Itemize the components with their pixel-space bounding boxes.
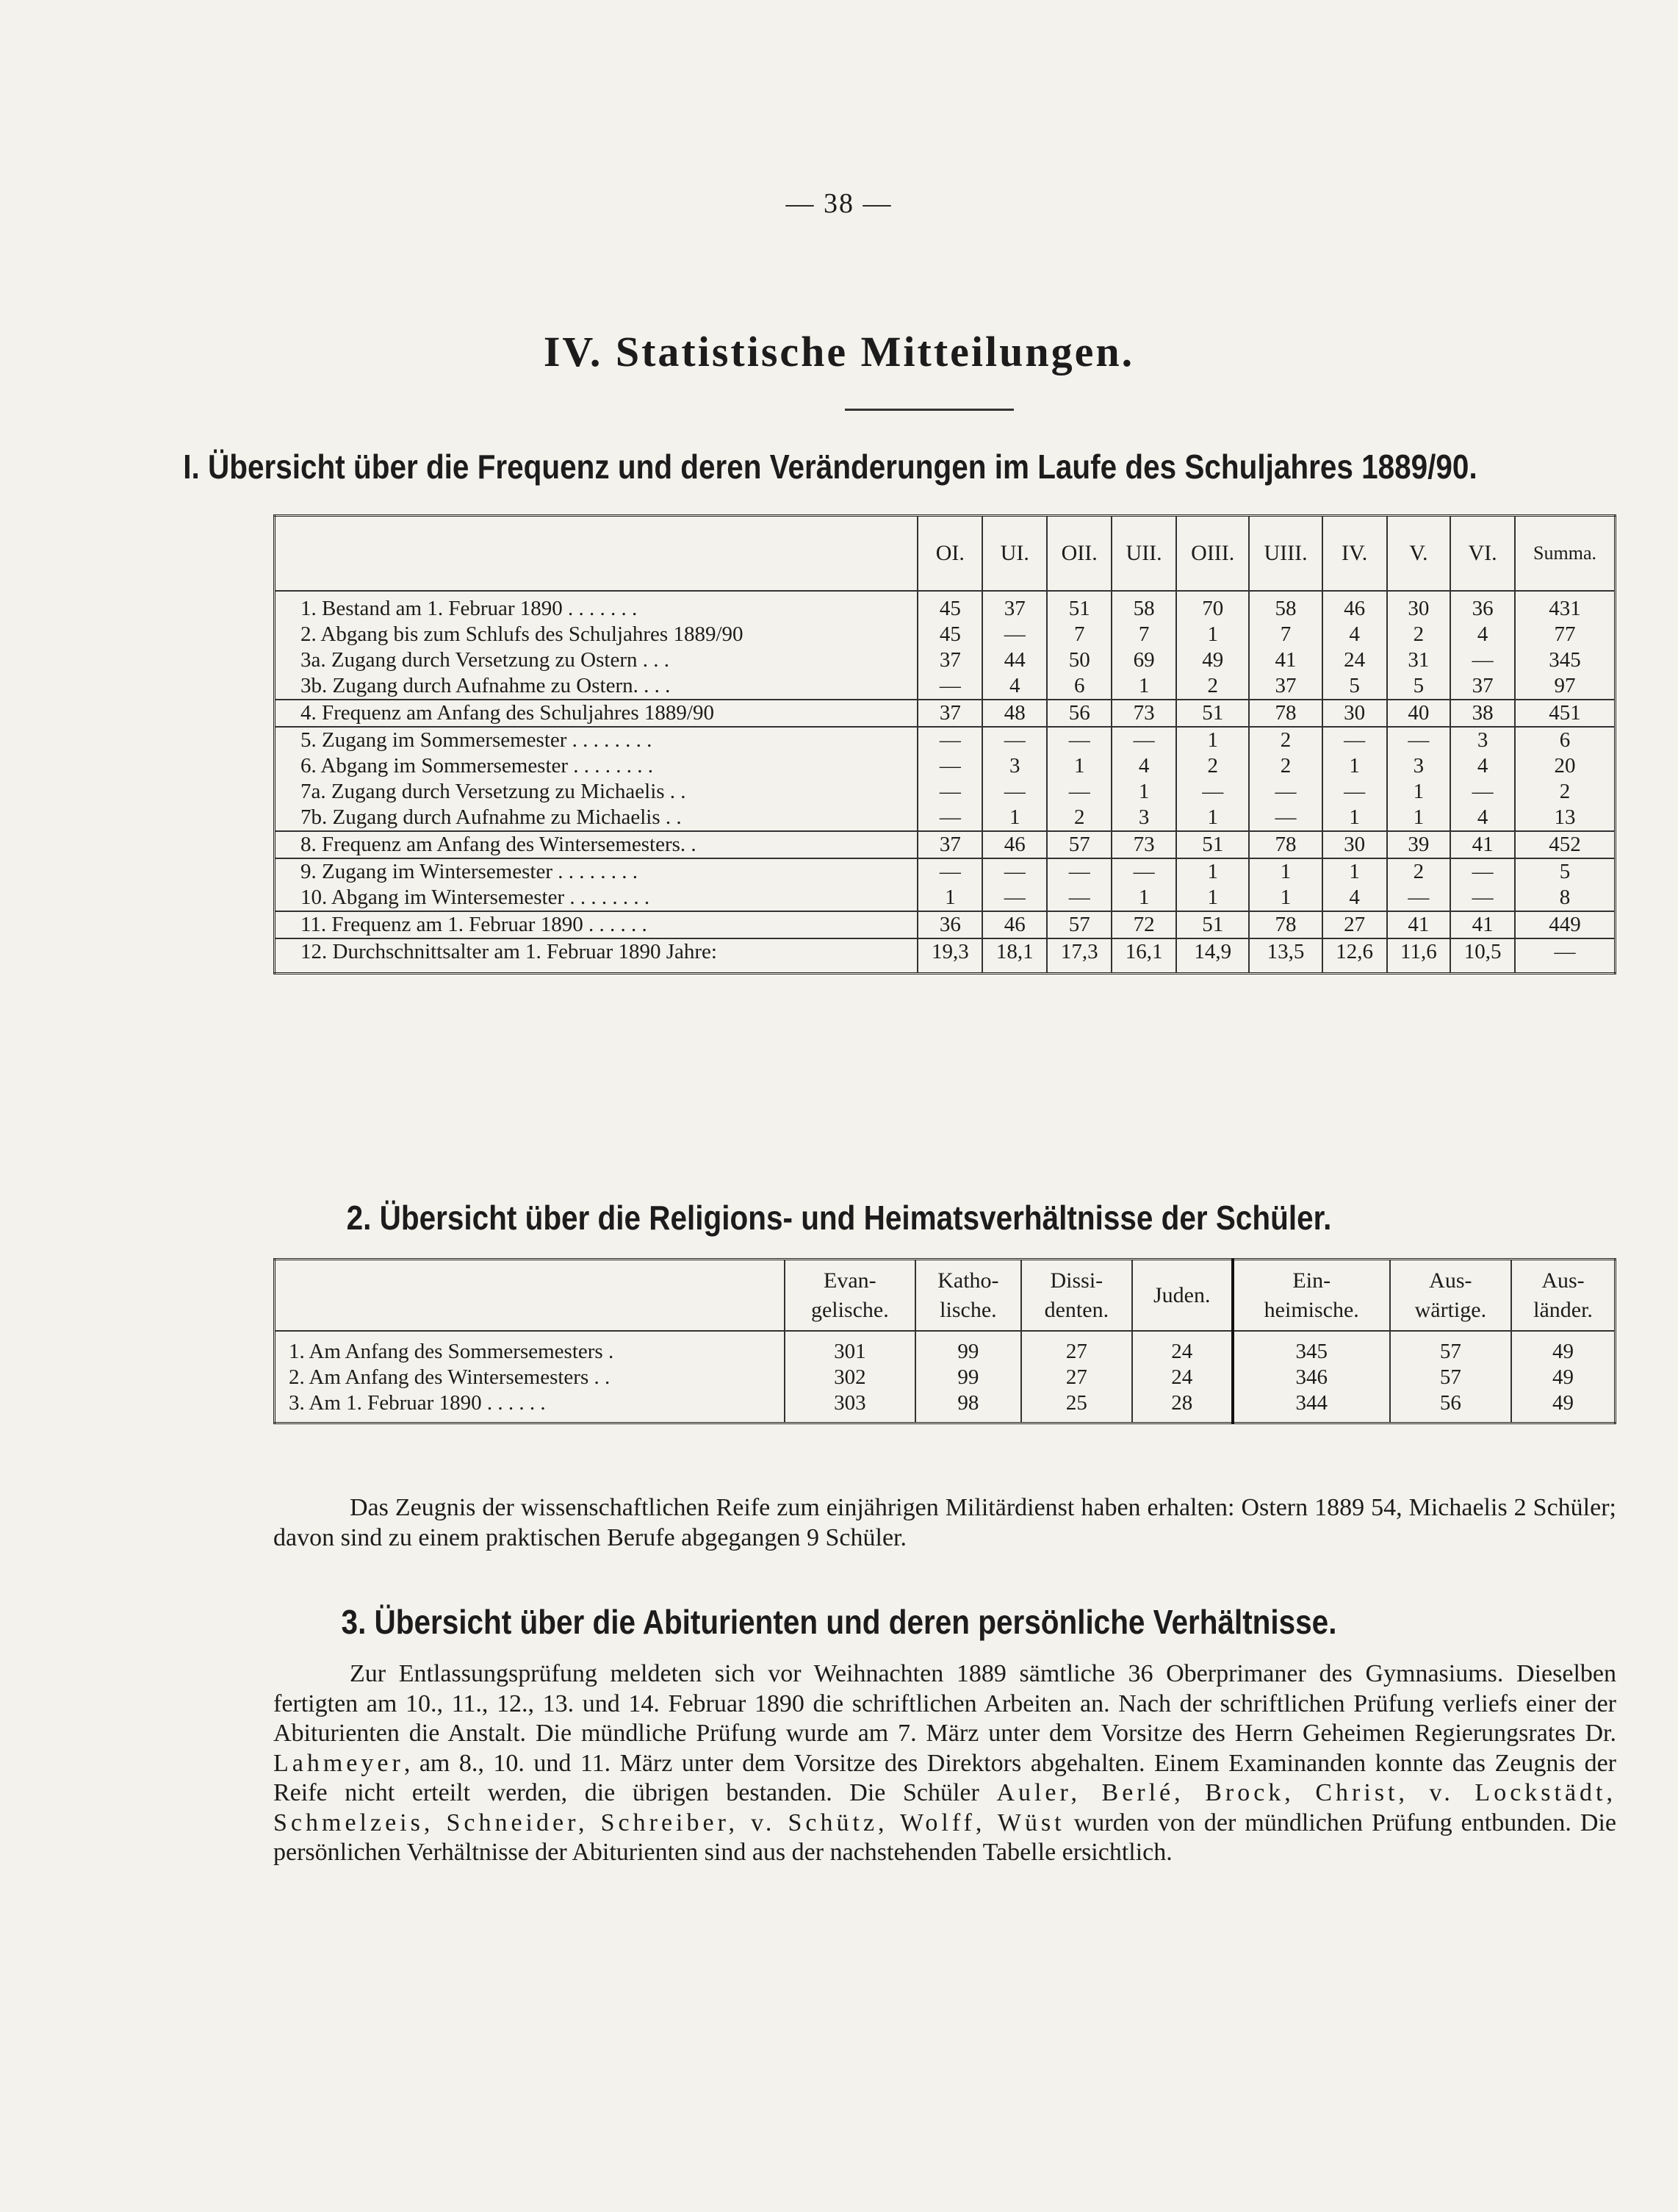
row-value: 30 bbox=[1387, 591, 1450, 622]
row-value: 40 bbox=[1387, 700, 1450, 727]
row-value: 344 bbox=[1233, 1390, 1390, 1423]
row-value: 452 bbox=[1515, 831, 1615, 858]
col-label-line2: wärtige. bbox=[1414, 1297, 1487, 1322]
row-label: 7b. Zugang durch Aufnahme zu Michaelis . . bbox=[300, 805, 682, 829]
row-value: 99 bbox=[915, 1331, 1021, 1365]
row-value: — bbox=[1249, 779, 1322, 805]
row-value: 7 bbox=[1249, 622, 1322, 647]
row-value: 25 bbox=[1021, 1390, 1132, 1423]
row-value: 5 bbox=[1322, 673, 1387, 700]
row-value: 2 bbox=[1176, 753, 1249, 779]
frequency-table-body bbox=[275, 591, 1616, 974]
row-value: 1 bbox=[1249, 885, 1322, 911]
col-label-line2: lische. bbox=[940, 1297, 997, 1322]
row-value: 41 bbox=[1450, 911, 1515, 938]
row-value: 4 bbox=[1322, 622, 1387, 647]
row-value: 4 bbox=[1450, 622, 1515, 647]
row-value: — bbox=[1450, 779, 1515, 805]
row-value: 46 bbox=[1322, 591, 1387, 622]
row-value: — bbox=[1450, 858, 1515, 885]
table-row bbox=[275, 911, 1616, 938]
row-value: 58 bbox=[1112, 591, 1176, 622]
row-label: 3b. Zugang durch Aufnahme zu Ostern. . . . bbox=[300, 674, 671, 697]
row-value: 3 bbox=[1112, 805, 1176, 831]
row-label: 1. Bestand am 1. Februar 1890 . . . . . . . bbox=[300, 597, 638, 620]
table-row bbox=[275, 858, 1616, 885]
row-value: — bbox=[1387, 727, 1450, 753]
zeugnis-text: Das Zeugnis der wissenschaftlichen Reife zum einjährigen Militärdienst haben erhalten: Ostern 1889 54, Michaelis 2 Schüler; davon sind zu einem praktischen Berufe abgegangen 9 Schüler. bbox=[273, 1494, 1616, 1551]
row-value: — bbox=[918, 753, 982, 779]
row-value: 70 bbox=[1176, 591, 1249, 622]
section1-heading: I. Übersicht über die Frequenz und deren Veränderungen im Laufe des Schuljahres 1889/90. bbox=[183, 448, 1477, 486]
row-value: 345 bbox=[1233, 1331, 1390, 1365]
frequency-table-header bbox=[275, 516, 1616, 592]
row-value: 51 bbox=[1176, 911, 1249, 938]
row-value: 301 bbox=[785, 1331, 915, 1365]
row-value: 1 bbox=[1322, 805, 1387, 831]
col-summa: Summa. bbox=[1515, 516, 1615, 592]
row-value: 303 bbox=[785, 1390, 915, 1423]
row-value: 19,3 bbox=[918, 938, 982, 974]
row-value: 11,6 bbox=[1387, 938, 1450, 974]
row-label: 8. Frequenz am Anfang des Wintersemesters. . bbox=[275, 831, 918, 858]
row-value: 1 bbox=[1112, 673, 1176, 700]
row-label: 2. Abgang bis zum Schlufs des Schuljahres 1889/90 bbox=[300, 622, 743, 646]
col-juden bbox=[1132, 1260, 1233, 1332]
row-value: 51 bbox=[1176, 831, 1249, 858]
row-value: 30 bbox=[1322, 700, 1387, 727]
row-label: 3a. Zugang durch Versetzung zu Ostern . . . bbox=[300, 648, 669, 672]
row-value: — bbox=[1047, 858, 1112, 885]
abitur-text-2: , am 8., 10. und 11. März unter dem Vorsitze des Direktors abgehalten. Einem Examinanden konnte das Zeugnis der Reife nicht erteilt werden, die übrigen bestanden. Die Schüler bbox=[273, 1749, 1616, 1806]
row-label: 12. Durchschnittsalter am 1. Februar 1890 Jahre: bbox=[275, 938, 918, 974]
row-value: 27 bbox=[1021, 1365, 1132, 1390]
row-value: 6 bbox=[1515, 727, 1615, 753]
row-value: — bbox=[918, 673, 982, 700]
row-value: 24 bbox=[1322, 647, 1387, 673]
row-value: 44 bbox=[982, 647, 1047, 673]
row-value: 3 bbox=[1387, 753, 1450, 779]
row-value: 45 bbox=[918, 622, 982, 647]
header-label-cell bbox=[275, 516, 918, 592]
row-label: 4. Frequenz am Anfang des Schuljahres 1889/90 bbox=[275, 700, 918, 727]
row-value: 2 bbox=[1249, 727, 1322, 753]
col-evangelische bbox=[785, 1260, 915, 1332]
row-value: 78 bbox=[1249, 911, 1322, 938]
row-value: 346 bbox=[1233, 1365, 1390, 1390]
row-value: — bbox=[1322, 727, 1387, 753]
row-value: 50 bbox=[1047, 647, 1112, 673]
row-value: 2 bbox=[1047, 805, 1112, 831]
row-value: 12,6 bbox=[1322, 938, 1387, 974]
col-einheimische bbox=[1233, 1260, 1390, 1332]
col-v: V. bbox=[1387, 516, 1450, 592]
page-number: — 38 — bbox=[785, 188, 893, 219]
row-value: 20 bbox=[1515, 753, 1615, 779]
row-value: 51 bbox=[1047, 591, 1112, 622]
row-value: 1 bbox=[1176, 858, 1249, 885]
row-value: 57 bbox=[1390, 1331, 1511, 1365]
frequency-table bbox=[273, 514, 1616, 974]
row-value: 4 bbox=[1322, 885, 1387, 911]
row-value: 13 bbox=[1515, 805, 1615, 831]
abiturienten-paragraph bbox=[273, 1659, 1616, 1868]
row-value: 18,1 bbox=[982, 938, 1047, 974]
row-label: 5. Zugang im Sommersemester . . . . . . . . bbox=[275, 727, 918, 753]
row-value: 37 bbox=[1450, 673, 1515, 700]
row-value: 31 bbox=[1387, 647, 1450, 673]
row-value: 4 bbox=[982, 673, 1047, 700]
row-value: 36 bbox=[1450, 591, 1515, 622]
row-value: 48 bbox=[982, 700, 1047, 727]
row-value: — bbox=[1322, 779, 1387, 805]
table-row bbox=[275, 1390, 1616, 1423]
row-value: 58 bbox=[1249, 591, 1322, 622]
abiturienten-text bbox=[273, 1659, 1616, 1868]
row-value: 13,5 bbox=[1249, 938, 1322, 974]
row-label: 11. Frequenz am 1. Februar 1890 . . . . . . bbox=[275, 911, 918, 938]
col-label-line2: gelische. bbox=[810, 1297, 889, 1322]
col-katholische bbox=[915, 1260, 1021, 1332]
abitur-text-3: wurden von der mündlichen Prüfung entbunden. Die persönlichen Verhältnisse der Abiturienten sind aus der nachstehenden Tabelle ersichtlich. bbox=[273, 1809, 1616, 1866]
exempt-names: Auler, Berlé, Brock, Christ, v. Lockstädt, Schmelzeis, Schneider, Schreiber, v. Schütz, Wolff, Wüst bbox=[273, 1779, 1616, 1836]
page-title: IV. Statistische Mitteilungen. bbox=[543, 328, 1135, 376]
row-value: 73 bbox=[1112, 831, 1176, 858]
row-value: — bbox=[918, 805, 982, 831]
row-value: 24 bbox=[1132, 1365, 1233, 1390]
table-row bbox=[275, 1365, 1616, 1390]
header-label-cell bbox=[275, 1260, 785, 1332]
row-value: 14,9 bbox=[1176, 938, 1249, 974]
row-value: 1 bbox=[918, 885, 982, 911]
row-value: 1 bbox=[982, 805, 1047, 831]
row-value: 1 bbox=[1112, 885, 1176, 911]
row-value: 16,1 bbox=[1112, 938, 1176, 974]
table-row bbox=[275, 673, 1616, 700]
col-label-line1: Dissi- bbox=[1050, 1268, 1103, 1293]
row-value: 69 bbox=[1112, 647, 1176, 673]
row-value: 1 bbox=[1387, 805, 1450, 831]
col-vi: VI. bbox=[1450, 516, 1515, 592]
section3-heading: 3. Übersicht über die Abiturienten und deren persönliche Verhältnisse. bbox=[341, 1603, 1337, 1641]
row-value: 57 bbox=[1390, 1365, 1511, 1390]
col-oii: OII. bbox=[1047, 516, 1112, 592]
table-row bbox=[275, 938, 1616, 974]
row-value: 56 bbox=[1390, 1390, 1511, 1423]
table-row bbox=[275, 591, 1616, 622]
table-row bbox=[275, 885, 1616, 911]
table-row bbox=[275, 779, 1616, 805]
row-value: — bbox=[1387, 885, 1450, 911]
row-value: 3 bbox=[982, 753, 1047, 779]
row-label: 3. Am 1. Februar 1890 . . . . . . bbox=[289, 1391, 546, 1415]
row-value: 431 bbox=[1515, 591, 1615, 622]
col-label-line1: Evan- bbox=[824, 1268, 876, 1293]
col-uiii: UIII. bbox=[1249, 516, 1322, 592]
col-ui: UI. bbox=[982, 516, 1047, 592]
row-value: 10,5 bbox=[1450, 938, 1515, 974]
row-value: 49 bbox=[1176, 647, 1249, 673]
col-label-line1: Katho- bbox=[937, 1268, 999, 1293]
row-value: 6 bbox=[1047, 673, 1112, 700]
col-oiii: OIII. bbox=[1176, 516, 1249, 592]
row-value: 345 bbox=[1515, 647, 1615, 673]
col-label-line1: Aus- bbox=[1541, 1268, 1585, 1293]
row-value: 36 bbox=[918, 911, 982, 938]
row-value: 57 bbox=[1047, 831, 1112, 858]
table-row bbox=[275, 700, 1616, 727]
row-value: 17,3 bbox=[1047, 938, 1112, 974]
row-value: 4 bbox=[1112, 753, 1176, 779]
col-oi: OI. bbox=[918, 516, 982, 592]
row-value: — bbox=[1047, 885, 1112, 911]
row-value: 2 bbox=[1387, 622, 1450, 647]
row-value: — bbox=[918, 779, 982, 805]
table-row bbox=[275, 647, 1616, 673]
row-value: 1 bbox=[1176, 885, 1249, 911]
row-value: 98 bbox=[915, 1390, 1021, 1423]
row-value: 2 bbox=[1176, 673, 1249, 700]
row-value: 2 bbox=[1387, 858, 1450, 885]
col-label-line1: Ein- bbox=[1292, 1268, 1331, 1293]
row-value: — bbox=[982, 885, 1047, 911]
row-value: — bbox=[1450, 647, 1515, 673]
row-value: 49 bbox=[1511, 1331, 1615, 1365]
row-value: 46 bbox=[982, 911, 1047, 938]
religion-table-header bbox=[275, 1260, 1616, 1332]
title-rule bbox=[845, 409, 1014, 411]
col-label-line2: denten. bbox=[1044, 1297, 1109, 1322]
table-row bbox=[275, 622, 1616, 647]
row-label: 1. Am Anfang des Sommersemesters . bbox=[289, 1340, 614, 1363]
row-value: 73 bbox=[1112, 700, 1176, 727]
row-value: 4 bbox=[1450, 753, 1515, 779]
row-label: 10. Abgang im Wintersemester . . . . . . . . bbox=[300, 886, 650, 909]
row-value: 1 bbox=[1322, 753, 1387, 779]
row-value: 56 bbox=[1047, 700, 1112, 727]
row-value: 27 bbox=[1021, 1331, 1132, 1365]
row-value: 45 bbox=[918, 591, 982, 622]
row-value: 1 bbox=[1176, 622, 1249, 647]
col-label-line1: Juden. bbox=[1153, 1282, 1211, 1307]
row-value: 39 bbox=[1387, 831, 1450, 858]
row-value: — bbox=[1249, 805, 1322, 831]
row-value: — bbox=[982, 727, 1047, 753]
table-row bbox=[275, 753, 1616, 779]
row-value: 37 bbox=[982, 591, 1047, 622]
religion-table-body bbox=[275, 1331, 1616, 1423]
row-value: 3 bbox=[1450, 727, 1515, 753]
row-value: 38 bbox=[1450, 700, 1515, 727]
row-value: 451 bbox=[1515, 700, 1615, 727]
row-value: — bbox=[1047, 727, 1112, 753]
name-lahmeyer: Lahmeyer bbox=[273, 1749, 404, 1777]
row-value: 1 bbox=[1112, 779, 1176, 805]
row-value: — bbox=[982, 622, 1047, 647]
row-value: 57 bbox=[1047, 911, 1112, 938]
row-value: 49 bbox=[1511, 1365, 1615, 1390]
row-value: — bbox=[918, 727, 982, 753]
row-value: — bbox=[1047, 779, 1112, 805]
row-label: 6. Abgang im Sommersemester . . . . . . . . bbox=[300, 754, 654, 778]
row-value: 37 bbox=[1249, 673, 1322, 700]
row-value: 1 bbox=[1387, 779, 1450, 805]
row-value: 27 bbox=[1322, 911, 1387, 938]
row-label: 9. Zugang im Wintersemester . . . . . . . . bbox=[275, 858, 918, 885]
row-value: 1 bbox=[1176, 805, 1249, 831]
row-label: 7a. Zugang durch Versetzung zu Michaelis . . bbox=[300, 780, 686, 803]
col-iv: IV. bbox=[1322, 516, 1387, 592]
row-value: 30 bbox=[1322, 831, 1387, 858]
religion-table bbox=[273, 1258, 1616, 1424]
row-value: 41 bbox=[1249, 647, 1322, 673]
row-value: — bbox=[1450, 885, 1515, 911]
row-value: 51 bbox=[1176, 700, 1249, 727]
col-label-line2: heimische. bbox=[1264, 1297, 1359, 1322]
row-value: 8 bbox=[1515, 885, 1615, 911]
row-label: 2. Am Anfang des Wintersemesters . . bbox=[289, 1365, 611, 1389]
col-auswaertige bbox=[1390, 1260, 1511, 1332]
row-value: 78 bbox=[1249, 700, 1322, 727]
row-value: 7 bbox=[1112, 622, 1176, 647]
table-row bbox=[275, 805, 1616, 831]
row-value: 41 bbox=[1387, 911, 1450, 938]
row-value: 302 bbox=[785, 1365, 915, 1390]
row-value: 1 bbox=[1249, 858, 1322, 885]
col-label-line2: länder. bbox=[1533, 1297, 1593, 1322]
table-row bbox=[275, 1331, 1616, 1365]
row-value: — bbox=[982, 858, 1047, 885]
zeugnis-paragraph bbox=[273, 1493, 1616, 1553]
row-value: 1 bbox=[1322, 858, 1387, 885]
col-dissidenten bbox=[1021, 1260, 1132, 1332]
row-value: — bbox=[982, 779, 1047, 805]
row-value: 46 bbox=[982, 831, 1047, 858]
col-uii: UII. bbox=[1112, 516, 1176, 592]
row-value: 37 bbox=[918, 831, 982, 858]
row-value: 41 bbox=[1450, 831, 1515, 858]
row-value: 5 bbox=[1387, 673, 1450, 700]
abitur-text-1: Zur Entlassungsprüfung meldeten sich vor Weihnachten 1889 sämtliche 36 Oberprimaner des Gymnasiums. Dieselben fertigten am 10., 11., 12., 13. und 14. Februar 1890 die schriftlichen Arbeiten an. Nach der schriftlichen Prüfung verliefs einer der Abiturienten die Anstalt. Die mündliche Prüfung wurde am 7. März unter dem Vorsitze des Herrn Geheimen Regierungsrates Dr. bbox=[273, 1660, 1616, 1747]
row-value: 99 bbox=[915, 1365, 1021, 1390]
row-value: 7 bbox=[1047, 622, 1112, 647]
row-value: — bbox=[1112, 858, 1176, 885]
row-value: 2 bbox=[1249, 753, 1322, 779]
row-value: 78 bbox=[1249, 831, 1322, 858]
section2-heading: 2. Übersicht über die Religions- und Heimatsverhältnisse der Schüler. bbox=[346, 1199, 1332, 1237]
row-value: 1 bbox=[1176, 727, 1249, 753]
row-value: 4 bbox=[1450, 805, 1515, 831]
row-value: 5 bbox=[1515, 858, 1615, 885]
row-value: 97 bbox=[1515, 673, 1615, 700]
row-value: — bbox=[1176, 779, 1249, 805]
row-value: 2 bbox=[1515, 779, 1615, 805]
row-value: 77 bbox=[1515, 622, 1615, 647]
row-value: 72 bbox=[1112, 911, 1176, 938]
row-value: 37 bbox=[918, 700, 982, 727]
table-row bbox=[275, 831, 1616, 858]
row-value: 28 bbox=[1132, 1390, 1233, 1423]
row-value: 37 bbox=[918, 647, 982, 673]
row-value: — bbox=[1515, 938, 1615, 974]
row-value: 1 bbox=[1047, 753, 1112, 779]
row-value: 24 bbox=[1132, 1331, 1233, 1365]
row-value: 49 bbox=[1511, 1390, 1615, 1423]
col-label-line1: Aus- bbox=[1429, 1268, 1472, 1293]
row-value: — bbox=[1112, 727, 1176, 753]
row-value: — bbox=[918, 858, 982, 885]
row-value: 449 bbox=[1515, 911, 1615, 938]
table-row bbox=[275, 727, 1616, 753]
col-auslaender bbox=[1511, 1260, 1615, 1332]
